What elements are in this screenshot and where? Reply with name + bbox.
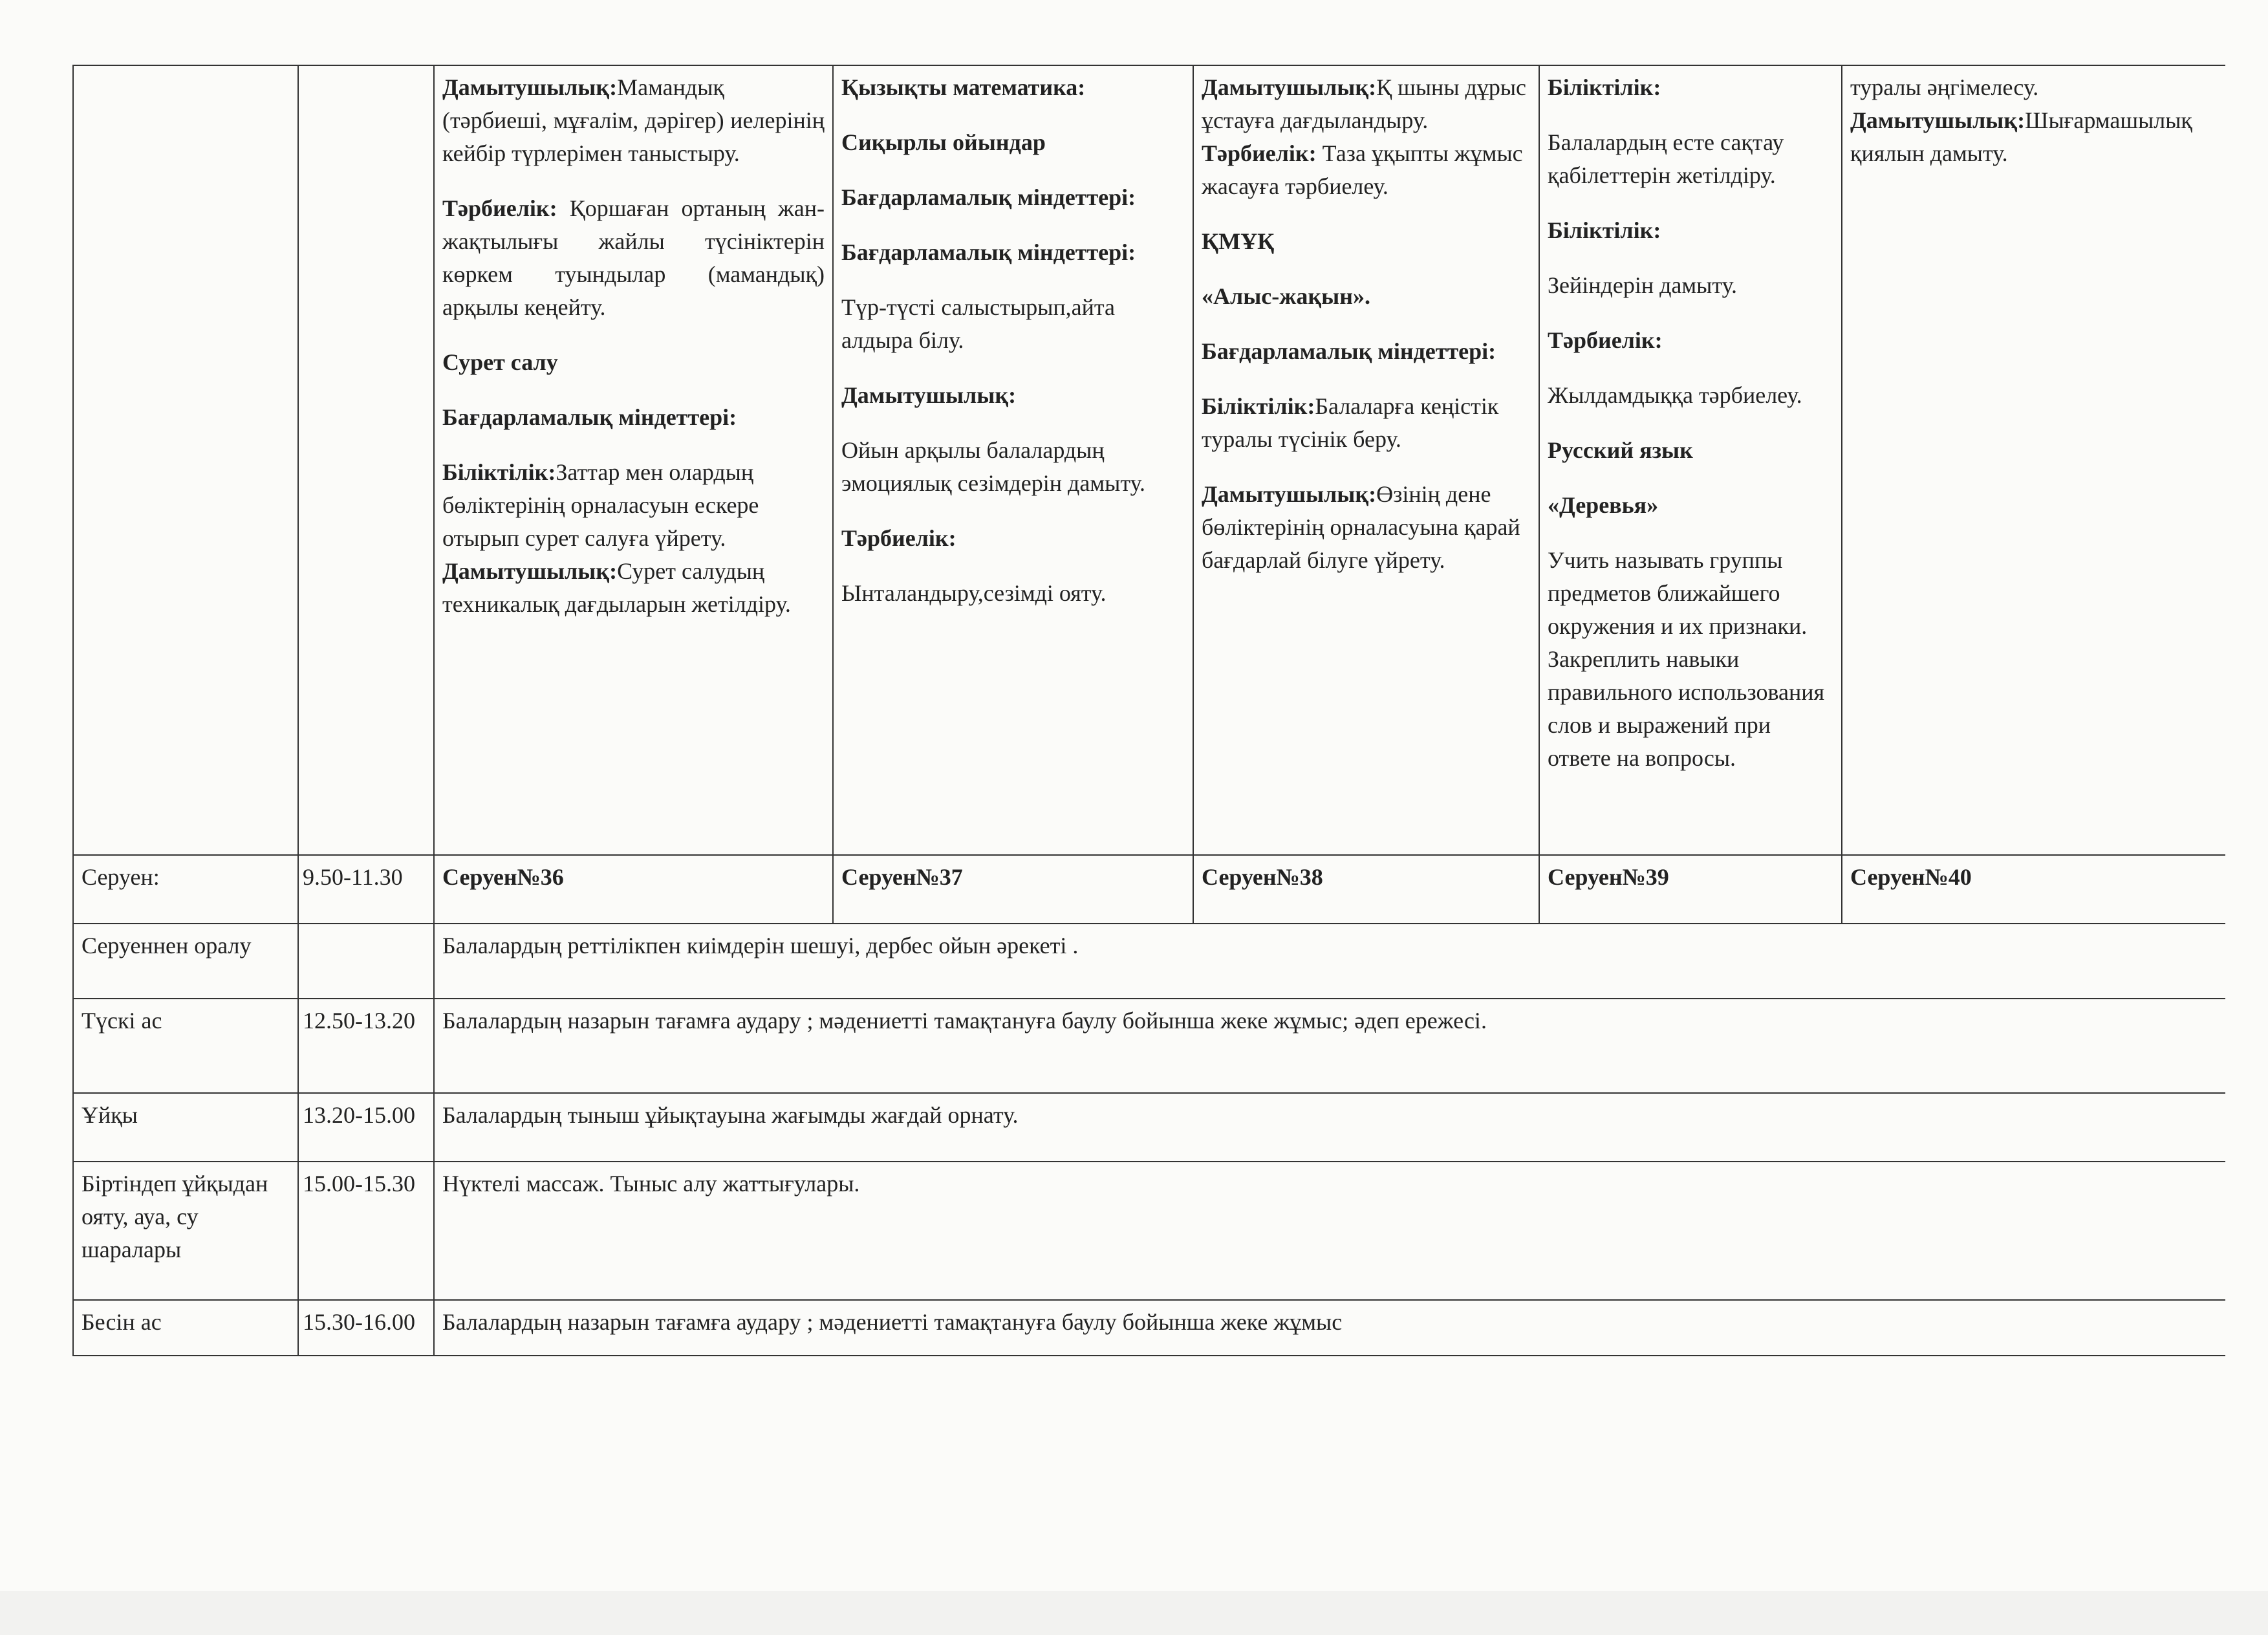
mon-education-paragraph: Тәрбиелік: Қоршаған ортаның жан-жақтылығы жайлы түсініктерін көркем туындылар (мамандық) арқылы кеңейту. (442, 195, 825, 320)
wed-development-paragraph-2: Дамытушылық:Өзінің дене бөліктерінің орналасуына қарай бағдарлай білуге үйрету. (1202, 481, 1520, 573)
walk-row (73, 855, 2225, 924)
walk-label: Серуен: (73, 855, 298, 924)
wake-label: Біртіндеп ұйқыдан ояту, ауа, су шаралары (73, 1162, 298, 1300)
scan-shadow-left (0, 1591, 2268, 1635)
wake-time: 15.00-15.30 (298, 1162, 434, 1300)
lesson-label-cell (73, 65, 298, 855)
lunch-row (73, 999, 2225, 1093)
wed-development-paragraph: Дамытушылық:Қ шыны дұрыс ұстауға дағдыландыру. (1202, 74, 1526, 133)
thu-subject: Русский язык (1548, 437, 1693, 463)
mon-skill-paragraph: Біліктілік:Заттар мен олардың бөліктерінің орналасуын ескере отырып сурет салуға үйрету. (442, 459, 759, 551)
wake-activity: Нүктелі массаж. Тыныс алу жаттығулары. (434, 1162, 2225, 1300)
fri-text-1: туралы әңгімелесу. (1850, 74, 2039, 100)
thu-heading-1: Біліктілік: (1548, 74, 1661, 100)
thu-heading-3: Тәрбиелік: (1548, 327, 1663, 353)
friday-lesson-cell (1842, 65, 2225, 855)
return-time (298, 924, 434, 999)
thu-text-2: Зейіндерін дамыту. (1548, 272, 1738, 298)
thu-text-3: Жылдамдыққа тәрбиелеу. (1548, 382, 1802, 408)
return-row (73, 924, 2225, 999)
tue-dev-text: Ойын арқылы балалардың эмоциялық сезімдерін дамыту. (841, 437, 1145, 496)
lunch-activity: Балалардың назарын тағамға аудару ; мәдениетті тамақтануға баулу бойынша жеке жұмыс; әдеп ережесі. (434, 999, 2225, 1093)
walk-tuesday: Серуен№37 (833, 855, 1193, 924)
sleep-label: Ұйқы (73, 1093, 298, 1162)
mon-development-paragraph-2: Дамытушылық:Сурет салудың техникалық дағдыларын жетілдіру. (442, 558, 791, 617)
walk-friday: Серуен№40 (1842, 855, 2225, 924)
thu-text-4: Учить называть группы предметов ближайшего окружения и их признаки. Закреплить навыки правильного использования слов и выражений при ответе на вопросы. (1548, 547, 1825, 771)
snack-activity: Балалардың назарын тағамға аудару ; мәдениетті тамақтануға баулу бойынша жеке жұмыс (434, 1300, 2225, 1356)
mon-development-paragraph: Дамытушылық:Мамандық (тәрбиеші, мұғалім, дәрігер) иелерінің кейбір түрлерімен таныстыру. (442, 74, 825, 166)
wed-subject: ҚМҰҚ (1202, 228, 1275, 254)
return-activity: Балалардың реттілікпен киімдерін шешуі, дербес ойын әрекеті . (434, 924, 2225, 999)
snack-time: 15.30-16.00 (298, 1300, 434, 1356)
lunch-label: Түскі ас (73, 999, 298, 1093)
daily-schedule-table (72, 65, 2225, 1356)
wed-skill-paragraph: Біліктілік:Балаларға кеңістік туралы түсінік беру. (1202, 393, 1499, 452)
fri-development-paragraph: Дамытушылық:Шығармашылық қиялын дамыту. (1850, 107, 2192, 166)
lunch-time: 12.50-13.20 (298, 999, 434, 1093)
return-label: Серуеннен оралу (73, 924, 298, 999)
lesson-row (73, 65, 2225, 855)
walk-wednesday: Серуен№38 (1193, 855, 1539, 924)
walk-time: 9.50-11.30 (298, 855, 434, 924)
sleep-time: 13.20-15.00 (298, 1093, 434, 1162)
thu-heading-2: Біліктілік: (1548, 217, 1661, 243)
tue-topic: Сиқырлы ойындар (841, 129, 1046, 155)
tue-edu-text: Ынталандыру,сезімді ояту. (841, 580, 1107, 606)
wednesday-lesson-cell (1193, 65, 1539, 855)
walk-monday: Серуен№36 (434, 855, 833, 924)
sleep-row (73, 1093, 2225, 1162)
walk-thursday: Серуен№39 (1539, 855, 1842, 924)
thu-topic: «Деревья» (1548, 492, 1659, 518)
monday-lesson-cell (434, 65, 833, 855)
tue-dev-heading: Дамытушылық: (841, 382, 1017, 408)
snack-row (73, 1300, 2225, 1356)
snack-label: Бесін ас (73, 1300, 298, 1356)
thu-text-1: Балалардың есте сақтау қабілеттерін жетілдіру. (1548, 129, 1784, 188)
wed-program-tasks: Бағдарламалық міндеттері: (1202, 338, 1496, 364)
tue-edu-heading: Тәрбиелік: (841, 525, 956, 551)
wed-topic: «Алыс-жақын». (1202, 283, 1370, 309)
wake-row (73, 1162, 2225, 1300)
thursday-lesson-cell (1539, 65, 1842, 855)
sleep-activity: Балалардың тыныш ұйықтауына жағымды жағдай орнату. (434, 1093, 2225, 1162)
tue-program-tasks-1: Бағдарламалық міндеттері: (841, 184, 1136, 210)
mon-subject: Сурет салу (442, 349, 558, 375)
tue-program-tasks-2: Бағдарламалық міндеттері: (841, 239, 1136, 265)
lesson-time-cell (298, 65, 434, 855)
tue-task-text: Түр-түсті салыстырып,айта алдыра білу. (841, 294, 1116, 353)
tuesday-lesson-cell (833, 65, 1193, 855)
mon-program-tasks: Бағдарламалық міндеттері: (442, 404, 737, 430)
tue-subject: Қызықты математика: (841, 74, 1086, 100)
wed-education-paragraph: Тәрбиелік: Таза ұқыпты жұмыс жасауға тәрбиелеу. (1202, 140, 1523, 199)
